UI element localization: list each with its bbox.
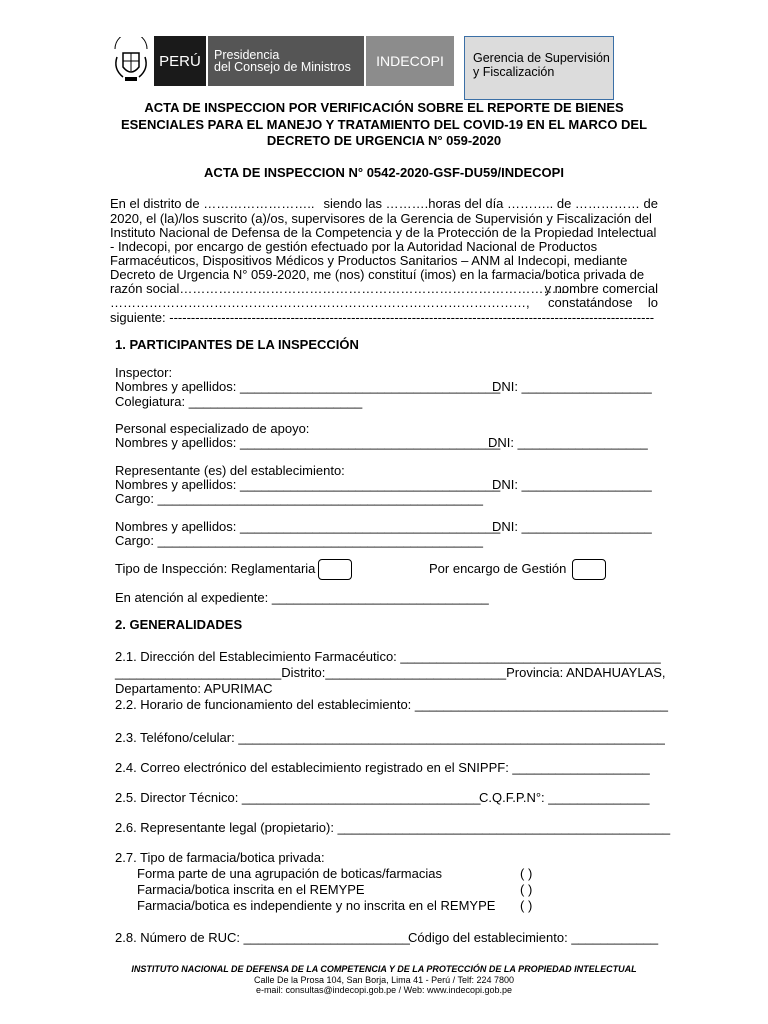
encargo-gestion-label: Por encargo de Gestión [429, 561, 567, 576]
tipo-inspeccion-label: Tipo de Inspección: Reglamentaria [115, 561, 316, 576]
footer-institution: INSTITUTO NACIONAL DE DEFENSA DE LA COMPETENCIA Y DE LA PROTECCIÓN DE LA PROPIEDAD INTELECTUAL [131, 964, 637, 974]
rep1-names-field[interactable]: Nombres y apellidos: ____________________________________ [115, 477, 501, 492]
tipo-option-agrupacion-check[interactable]: ( ) [520, 866, 533, 881]
representante-legal-field[interactable]: 2.6. Representante legal (propietario): ______________________________________________ [115, 820, 671, 835]
footer-contact [0, 975, 768, 995]
rep1-dni-field[interactable]: DNI: __________________ [492, 477, 652, 492]
peru-coat-of-arms-icon [108, 36, 154, 86]
distrito-provincia-field[interactable]: _______________________Distrito:_________________________Provincia: ANDAHUAYLAS, [115, 665, 666, 680]
intro-line5: Farmacéuticos, Dispositivos Médicos y Productos Sanitarios – ANM al Indecopi, mediante [110, 253, 628, 268]
tipo-farmacia-label: 2.7. Tipo de farmacia/botica privada: [115, 850, 325, 865]
intro-line7b: y nombre comercial [544, 281, 658, 296]
codigo-establecimiento-field[interactable]: Código del establecimiento: ____________ [408, 930, 659, 945]
section2-heading: 2. GENERALIDADES [115, 617, 243, 632]
rep2-names-field[interactable]: Nombres y apellidos: ____________________________________ [115, 519, 501, 534]
acta-number: ACTA DE INSPECCION N° 0542-2020-GSF-DU59/INDECOPI [204, 165, 564, 180]
departamento-field: Departamento: APURIMAC [115, 681, 273, 696]
government-logo-banner [108, 36, 454, 86]
tipo-option-independiente-check[interactable]: ( ) [520, 898, 533, 913]
intro-line1b: siendo las ……….horas del día ……….. de …………… de [323, 196, 658, 211]
horario-field[interactable]: 2.2. Horario de funcionamiento del establecimiento: ___________________________________ [115, 697, 668, 712]
tipo-option-independiente: Farmacia/botica es independiente y no inscrita en el REMYPE [137, 898, 496, 913]
title-line1: ACTA DE INSPECCION POR VERIFICACIÓN SOBRE EL REPORTE DE BIENES [144, 100, 624, 115]
gerencia-line1: Gerencia de Supervisión [473, 51, 610, 65]
inspector-colegiatura-field[interactable]: Colegiatura: ________________________ [115, 394, 363, 409]
footer-address: Calle De la Prosa 104, San Borja, Lima 41 - Perú / Telf: 224 7800 [254, 975, 514, 985]
direccion-field[interactable]: 2.1. Dirección del Establecimiento Farmacéutico: ____________________________________ [115, 649, 661, 664]
inspector-label: Inspector: [115, 365, 173, 380]
section1-heading: 1. PARTICIPANTES DE LA INSPECCIÓN [115, 337, 359, 352]
gerencia-box [464, 36, 614, 100]
presidencia-line2: del Consejo de Ministros [214, 60, 351, 74]
title-line2: ESENCIALES PARA EL MANEJO Y TRATAMIENTO DEL COVID-19 EN EL MARCO DEL [120, 117, 648, 132]
tipo-option-agrupacion: Forma parte de una agrupación de boticas/farmacias [137, 866, 442, 881]
cqfpn-field[interactable]: C.Q.F.P.N°: ______________ [479, 790, 650, 805]
expediente-field[interactable]: En atención al expediente: ______________________________ [115, 590, 489, 605]
indecopi-label: INDECOPI [366, 36, 454, 86]
inspector-names-field[interactable]: Nombres y apellidos: ____________________________________ [115, 379, 501, 394]
footer-email-web: e-mail: consultas@indecopi.gob.pe / Web: www.indecopi.gob.pe [255, 985, 513, 995]
intro-line6: Decreto de Urgencia N° 059-2020, me (nos) constituí (imos) en la farmacia/botica privada de [110, 267, 645, 282]
tipo-option-remype: Farmacia/botica inscrita en el REMYPE [137, 882, 365, 897]
gerencia-line2: y Fiscalización [473, 65, 555, 79]
apoyo-label: Personal especializado de apoyo: [115, 421, 310, 436]
ruc-field[interactable]: 2.8. Número de RUC: _______________________ [115, 930, 410, 945]
representante-label: Representante (es) del establecimiento: [115, 463, 345, 478]
intro-line2: 2020, el (la)/los suscrito (a)/os, supervisores de la Gerencia de Supervisión y Fiscalización del [110, 211, 652, 226]
correo-field[interactable]: 2.4. Correo electrónico del establecimiento registrado en el SNIPPF: ___________________ [115, 760, 650, 775]
apoyo-dni-field[interactable]: DNI: __________________ [488, 435, 648, 450]
telefono-field[interactable]: 2.3. Teléfono/celular: ___________________________________________________________ [115, 730, 665, 745]
intro-line9: siguiente: ---------------------------------------------------------------------------------------------------------------- [110, 311, 655, 325]
intro-line3: Instituto Nacional de Defensa de la Competencia y de la Protección de la Propiedad Intelectual [110, 225, 657, 240]
presidencia-line1: Presidencia [214, 48, 280, 62]
tipo-option-remype-check[interactable]: ( ) [520, 882, 533, 897]
director-tecnico-field[interactable]: 2.5. Director Técnico: _________________________________ [115, 790, 481, 805]
apoyo-names-field[interactable]: Nombres y apellidos: ____________________________________ [115, 435, 501, 450]
title-line3: DECRETO DE URGENCIA N° 059-2020 [266, 133, 502, 148]
encargo-gestion-checkbox[interactable] [572, 559, 606, 580]
rep2-cargo-field[interactable]: Cargo: _____________________________________________ [115, 533, 483, 548]
intro-line1a: En el distrito de …………………….. [110, 196, 315, 211]
rep1-cargo-field[interactable]: Cargo: _____________________________________________ [115, 491, 483, 506]
reglamentaria-checkbox[interactable] [318, 559, 352, 580]
rep2-dni-field[interactable]: DNI: __________________ [492, 519, 652, 534]
presidencia-label [208, 36, 366, 86]
intro-line8a: ……………………………………………………………………………………, [110, 295, 530, 310]
peru-label: PERÚ [154, 36, 208, 86]
intro-line7a: razón social……………………………………………………………………………… [110, 281, 570, 296]
intro-line4: - Indecopi, por encargo de gestión efectuado por la Autoridad Nacional de Productos [110, 239, 598, 254]
intro-line8c: lo [647, 295, 658, 310]
intro-line8b: constatándose [548, 295, 633, 310]
inspector-dni-field[interactable]: DNI: __________________ [492, 379, 652, 394]
